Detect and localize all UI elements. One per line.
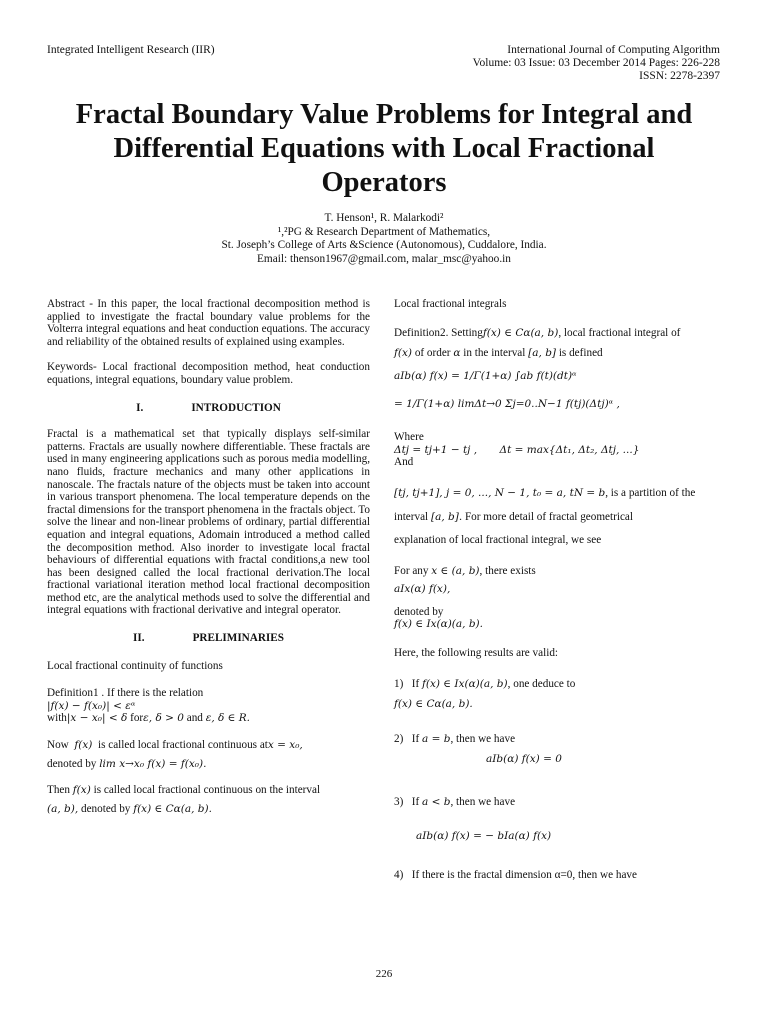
then-label: Then [47, 784, 70, 797]
result-3-equation: a < b [421, 795, 451, 808]
result-number: 4) [394, 869, 404, 882]
right-column [394, 298, 722, 882]
for-any-equation: x ∈ (a, b) [431, 564, 480, 577]
partition-sentence [394, 487, 722, 500]
more-detail-text: For more detail of fractal geometrical [464, 511, 634, 524]
continuity-class-equation: f(x) ∈ Cα(a, b). [133, 802, 212, 815]
result-2-text: , then we have [450, 732, 516, 745]
partition-equation: [tj, tj+1], j = 0, ..., N − 1, t₀ = a, tN = b [394, 486, 606, 499]
is-defined-label: is defined [558, 347, 603, 360]
left-column [47, 298, 370, 815]
riemann-sum-equation: = 1/Γ(1+α) limΔt→0 Σj=0..N−1 f(tj)(Δtj)ᵅ , [394, 398, 620, 411]
delta-tj-equation: Δtj = tj+1 − tj , [394, 443, 478, 456]
result-2-conclusion: aIb(α) f(x) = 0 [486, 753, 562, 766]
explanation-text: explanation of local fractional integral, we see [394, 533, 602, 546]
result-number: 3) [394, 795, 404, 808]
then-text: is called local fractional continuous on the interval [93, 784, 321, 797]
for-equation: ε, δ > 0 [143, 712, 184, 725]
with-equation: |x − x₀| < δ [66, 712, 128, 725]
interval-ab: [a, b]. [430, 511, 463, 524]
def2-function: f(x) [394, 347, 413, 360]
order-label: of order [414, 347, 451, 360]
keywords: Keywords- Local fractional decomposition method, heat conduction equations, integral equations, boundary value problem. [47, 361, 370, 386]
then-function: f(x) [72, 784, 91, 797]
and-label: And [394, 456, 414, 469]
for-label: for [130, 712, 144, 725]
section-preliminaries-heading [47, 632, 370, 645]
denoted-by-sentence [47, 758, 370, 771]
where-equations [394, 444, 722, 457]
result-3 [394, 796, 722, 809]
for-any-sentence [394, 565, 722, 578]
result-number: 1) [394, 677, 404, 690]
and-equation: ε, δ ∈ R. [205, 712, 251, 725]
result-3-conclusion: aIb(α) f(x) = − bIa(α) f(x) [416, 830, 552, 843]
author-names: T. Henson¹, R. Malarkodi² [324, 212, 444, 224]
section-introduction-heading [47, 402, 370, 415]
results-intro: Here, the following results are valid: [394, 646, 559, 659]
now-function: f(x) [74, 739, 93, 752]
intro-paragraph: Fractal is a mathematical set that typically displays self-similar patterns. Fractals are usually nowhere differentiable. These fractals are used in many engineering applications such as porous media modelling, nano fluids, fracture mechanics and many other applications in nanoscale. The fractals nature of the objects must be taken into account in various transport phenomena. The local temperature depends on the fractal dimensions for the transport phenomena in the fractals object. To solve the linear and non-linear problems of ordinary, partial differential equation and integral equations, Adomain introduced a method called the decomposition method. Also inorder to investigate local fractal behaviours of differential equations with fractal conditions,a new tool has been designed called the local fractional derivation.The local fractional variational iteration method local fractional decomposition method etc, are the analytical methods used to solve the differential and integral equations with fractional derivative and integral operator. [47, 428, 370, 617]
for-any-label: For any [394, 564, 429, 577]
denoted-by-equation: f(x) ∈ Ix(α)(a, b). [394, 618, 483, 631]
def2-label: Definition2. Setting [394, 326, 483, 339]
and-label: and [186, 712, 203, 725]
def2-equation: f(x) ∈ Cα(a, b) [482, 326, 559, 339]
result-1-equation: f(x) ∈ Ix(α)(a, b) [421, 677, 508, 690]
result-1 [394, 678, 722, 691]
author-block [40, 212, 728, 266]
definition-1: Definition1 . If there is the relation [47, 687, 204, 700]
local-fractional-integrals-heading: Local fractional integrals [394, 298, 507, 310]
exists-equation: aIx(α) f(x), [394, 583, 451, 596]
section-title: INTRODUCTION [191, 401, 281, 414]
title-line-3: Operators [321, 167, 447, 198]
journal-volume: Volume: 03 Issue: 03 December 2014 Pages: 226-228 [472, 57, 720, 69]
definition-1-equation: |f(x) − f(x₀)| < εᵅ [47, 699, 136, 712]
author-dept: ¹,²PG & Research Department of Mathematics, [277, 225, 491, 238]
page-number: 226 [375, 968, 393, 980]
exists-text: , there exists [479, 564, 536, 577]
def2-text: , local fractional integral of [558, 326, 681, 339]
denoted-by-label: denoted by [394, 605, 444, 618]
interval-word: interval [394, 511, 429, 524]
delta-t-max-equation: Δt = max{Δt₁, Δt₂, Δtj, ...} [499, 443, 640, 456]
title-line-1: Fractal Boundary Value Problems for Integral and [75, 99, 693, 130]
now-equation: x = x₀, [267, 739, 303, 752]
result-4 [394, 869, 722, 882]
result-4-text: If there is the fractal dimension α=0, then we have [411, 869, 637, 882]
continuous-at-sentence [47, 739, 370, 752]
result-2-equation: a = b [421, 732, 451, 745]
journal-info [473, 44, 720, 83]
limit-equation: lim x→x₀ f(x) = f(x₀). [99, 757, 207, 770]
if-label: If [411, 732, 420, 745]
definition-2-order [394, 347, 722, 360]
more-detail-sentence [394, 511, 722, 524]
now-text: is called local fractional continuous at [97, 739, 268, 752]
abstract: Abstract - In this paper, the local fractional decomposition method is applied to investigate the fractal boundary value problems for the Volterra integral equations and heat conduction equations. The accuracy and reliability of the obtained results of explained using examples. [47, 298, 370, 348]
in-interval-label: in the interval [463, 347, 526, 360]
interval-notation-sentence [47, 803, 370, 816]
paper-title [40, 98, 728, 200]
result-1-text: , one deduce to [507, 677, 576, 690]
result-1-conclusion: f(x) ∈ Cα(a, b). [394, 698, 473, 711]
interval-ab: (a, b), [47, 802, 79, 815]
now-label: Now [47, 739, 69, 752]
result-3-text: , then we have [450, 795, 516, 808]
definition-1-conditions [47, 712, 370, 725]
if-label: If [411, 795, 420, 808]
alpha-symbol: α [453, 347, 461, 360]
section-title: PRELIMINARIES [192, 632, 284, 645]
result-number: 2) [394, 732, 404, 745]
with-label: with [47, 712, 67, 725]
if-label: If [411, 677, 420, 690]
denoted2-label: denoted by [80, 802, 131, 815]
denoted-label: denoted by [47, 757, 97, 770]
continuous-interval-sentence [47, 784, 370, 797]
section-number: II. [133, 632, 145, 645]
partition-text: , is a partition of the [605, 486, 696, 499]
section-number: I. [136, 401, 144, 414]
journal-name: International Journal of Computing Algorithm [507, 44, 720, 56]
journal-issn: ISSN: 2278-2397 [639, 70, 720, 82]
integral-definition-equation: aIb(α) f(x) = 1/Γ(1+α) ∫ab f(t)(dt)ᵅ [394, 369, 577, 382]
author-email: Email: thenson1967@gmail.com, malar_msc@yahoo.in [257, 252, 511, 265]
continuity-heading: Local fractional continuity of functions [47, 659, 223, 672]
journal-publisher: Integrated Intelligent Research (IIR) [47, 44, 215, 56]
definition-2 [394, 327, 722, 340]
where-label: Where [394, 430, 424, 443]
closed-interval: [a, b] [528, 347, 557, 360]
title-line-2: Differential Equations with Local Fractional [113, 133, 655, 164]
result-2 [394, 733, 722, 746]
author-college: St. Joseph’s College of Arts &Science (Autonomous), Cuddalore, India. [221, 239, 547, 252]
